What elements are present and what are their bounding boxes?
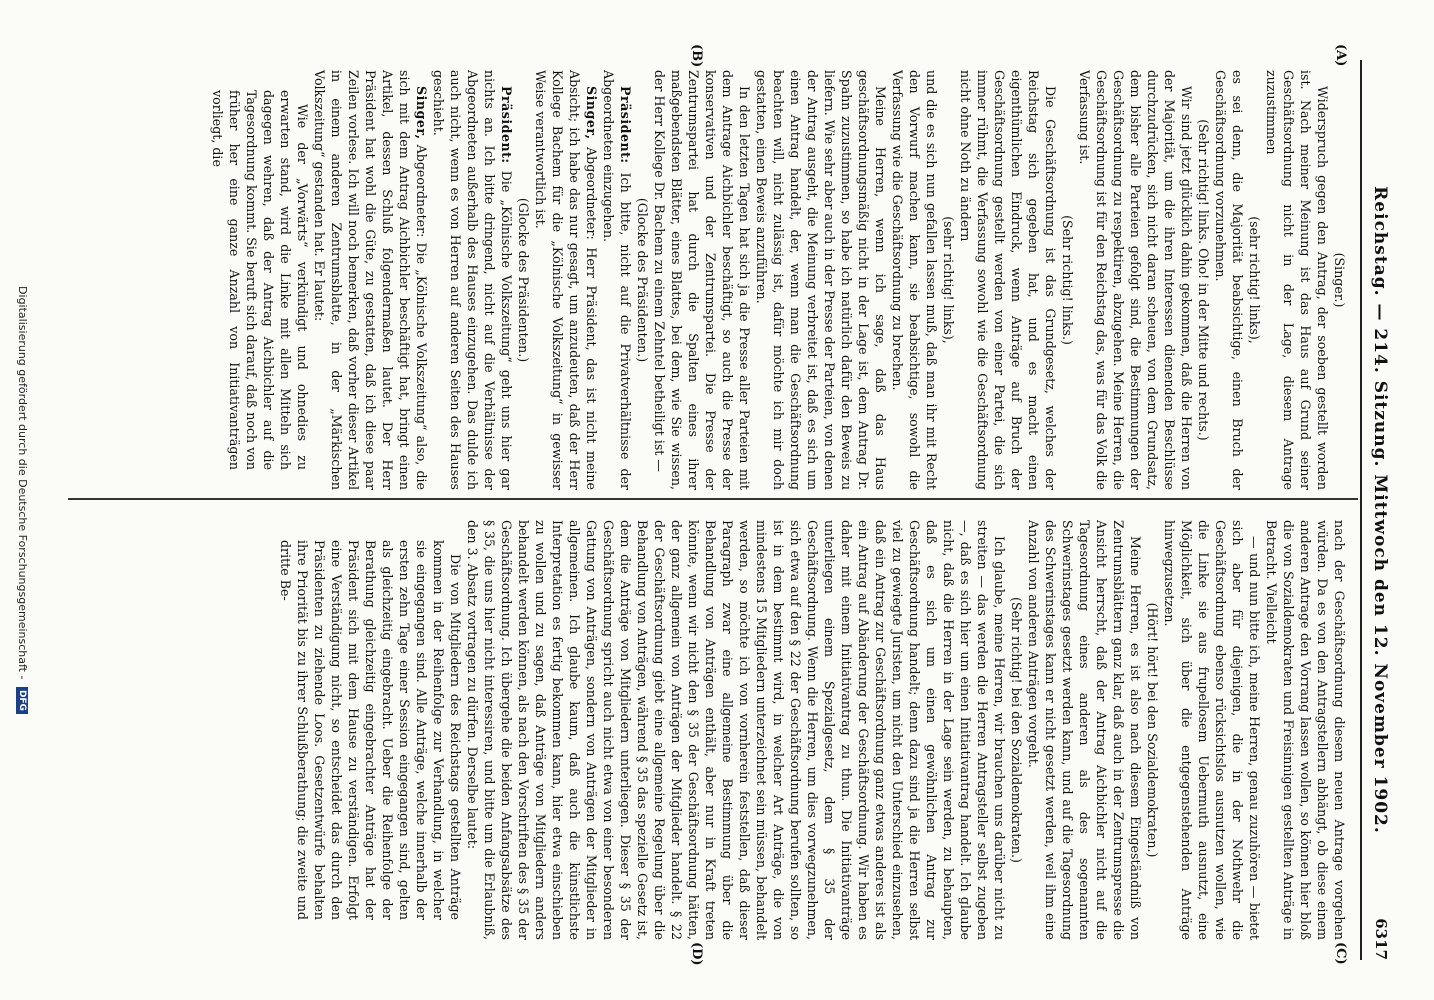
speech-text: Ich bitte, nicht auf die Privatverhältnisse der Abgeordneten einzugehen.: [601, 70, 633, 490]
page-number: 6317: [1372, 918, 1390, 960]
dfg-logo: DFG: [16, 687, 28, 714]
paragraph: und die es sich nun gefallen lassen muß, daß man ihr mit Recht den Vorwurf machen kann, sie beabsichtige, sowohl die Verfassung wie die Geschäftsordnung zu brechen.: [890, 70, 939, 490]
quotation: Wie der „Vorwärts“ verkündigt und ohnedies zu erwarten stand, wird die Linke mit allen Mitteln sich dagegen wehren, daß der Antrag Aichbichler auf die Tagesordnung kommt. Sie beruft sich darauf, daß noch von früher her eine ganze Anzahl von Initiativanträgen vorliegt, die: [210, 90, 310, 470]
interjection: (Sehr richtig! links. Oho! in der Mitte und rechts.): [1196, 119, 1211, 441]
interjection: (Sehr richtig! bei den Sozialdemokraten.): [1009, 597, 1024, 863]
margin-marker-c: (C): [1333, 942, 1348, 965]
speaker-continuation: (Singer.): [1332, 252, 1347, 308]
margin-marker-a: (A): [1333, 44, 1348, 67]
footer-text: Digitalisierung gefördert durch die Deutsche Forschungsgemeinschaft -: [16, 286, 29, 680]
digitization-footer: [16, 0, 29, 1000]
interjection: (Glocke des Präsidenten.): [635, 197, 650, 363]
paragraph: Ich glaube, meine Herren, wir brauchen uns darüber nicht zu streiten — das werden die Herren Antragsteller selbst zugeben —, daß es sich hier um einen Initiativantrag handelt. Ich glaube nicht, daß die Herren in der Lage sein werden, zu behaupten, daß es sich um einen gewöhnlichen Antrag zur Geschäftsordnung handelt; denn dazu sind ja die Herren selbst viel zu gewiegte Juristen, um nicht den Unterschied einzusehen, daß ein Antrag zur Geschäftsordnung ganz etwas anderes ist als ein Antrag auf Abänderung der Geschäftsordnung. Wir haben es daher mit einem Initiativantrag zu thun. Die Initiativanträge unterliegen einem Spezialgesetz, dem § 35 der Geschäftsordnung. Wenn die Herren, um dies vorwegzunehmen, sich etwa auf den § 22 der Geschäftsordnung berufen sollten, so ist in dem bestimmt wird, in welcher Art Anträge, die von mindestens 15 Mitgliedern unterzeichnet sein müssen, behandelt werden, so möchte ich von vornherein feststellen, daß dieser Paragraph zwar eine allgemeine Bestimmung über die Behandlung von Anträgen enthält, aber nur in Kraft treten könnte, wenn wir nicht den § 35 der Geschäftsordnung hätten, der ganz allgemein von Anträgen der Mitglieder handelt. § 22 der Geschäftsordnung giebt eine allgemeine Regelung über die Behandlung von Anträgen, während § 35 das spezielle Gesetz ist, dem die Anträge von Mitgliedern unterliegen. Dieser § 35 der Geschäftsordnung spricht auch nicht etwa von einer besonderen Gattung von Anträgen, sondern von Anträgen der Mitglieder in allgemeinen. Ich glaube kaum, daß auch die künstlichste Interpretation es fertig bekommen kann, hier etwa einschieben zu wollen und zu sagen, daß Anträge von Mitgliedern anders behandelt werden können, als nach den Vorschriften des § 35 der Geschäftsordnung. Ich übergehe die beiden Anfangsabsätze des § 35, die uns hier nicht interessiren, und bitte um die Erlaubniß, den 3. Absatz vortragen zu dürfen. Derselbe lautet:: [465, 520, 1007, 940]
speech-text: Die „Kölnische Volkszeitung“ geht uns hier gar nichts an. Ich bitte dringend, nicht auf die Verhältnisse der Abgeordneten außerhalb des Hauses einzugehen. Das dulde ich auch nicht, wenn es von Herren auf anderen Seiten des Hauses geschieht.: [431, 70, 514, 490]
margin-marker-d: (D): [689, 942, 704, 966]
interjection: (Glocke des Präsidenten.): [516, 197, 531, 363]
paragraph: Widerspruch gegen den Antrag, der soeben gestellt worden ist. Nach meiner Meinung ist das Haus auf Grund seiner Geschäftsordnung nicht in der Lage, diesem Antrage zuzustimmen: [1264, 70, 1330, 490]
speaker-name: Präsident:: [499, 86, 514, 164]
speaker-name: Singer,: [584, 86, 599, 140]
speaker-name: Singer,: [414, 86, 429, 140]
quotation: Die von Mitgliedern des Reichstags gestellten Anträge kommen in der Reihenfolge zur Verhandlung, in welcher sie eingegangen sind. Alle Anträge, welche innerhalb der ersten zehn Tage einer Session eingegangen sind, gelten als gleichzeitig eingebracht. Ueber die Reihenfolge der Berathung gleichzeitig eingebrachter Anträge hat der Präsident sich mit dem Hause zu verständigen. Erfolgt eine Verständigung nicht, so entscheidet das durch den Präsidenten zu ziehende Loos. Gesetzentwürfe behalten ihre Priorität bis zu ihrer Schlußberathung; die zweite und dritte Be-: [278, 540, 463, 920]
paragraph: Meine Herren, es ist also nach diesem Eingeständniß von Zentrumsblättern ganz klar, daß auch in der Zentrumspresse die Ansicht herrscht, daß der Antrag Aichbichler nicht auf die Tagesordnung eines anderen als des sogenannten Schwerinstages gesetzt werden kann, und auf die Tagesordnung des Schwerinstages kann er nicht gesetzt werden, weil ihm eine Anzahl von anderen Anträgen vorgeht.: [1026, 520, 1143, 940]
interjection: (Hört! hört! bei den Sozialdemokraten.): [1145, 602, 1160, 858]
speech-text: Abgeordneter: Herr Präsident, das ist nicht meine Absicht; ich habe das nur gesagt, um anzudeuten, daß der Herr Kollege Bachem für die „Kölnische Volkszeitung“ in gewisser Weise verantwortlich ist.: [533, 70, 599, 490]
paragraph: — und nun bitte ich, meine Herren, genau zuzuhören — bietet sich aber für diejenigen, die in der Nothwehr die Geschäftsordnung ebenso rücksichtslos ausnutzen wollen, wie die Linke sie aus frupellosem Uebermuth ausnutzt, eine Möglichkeit, sich über die entgegenstehenden Anträge hinwegzusetzen.: [1162, 520, 1262, 940]
right-column: [68, 520, 1348, 940]
interjection: (Sehr richtig! links.): [1060, 215, 1075, 345]
speech-text: Abgeordneter: Die „Kölnische Volkszeitung“ also, die sich mit dem Antrag Aichbichler beschäftigt hat, bringt einen Artikel, dessen Schluß folgendermaßen lautet. Der Herr Präsident hat wohl die Güte, zu gestatten, daß ich diese paar Zeilen vorlese. Ich will noch bemerken, daß vorher dieser Artikel in einem anderen Zentrumsblatte, in der „Märkischen Volkszeitung“ gestanden hat. Er lautet:: [312, 70, 429, 490]
column-divider: [68, 498, 1358, 500]
paragraph: [430, 70, 515, 490]
paragraph: [532, 70, 600, 490]
paragraph: Die Geschäftsordnung ist das Grundgesetz, welches der Reichstag sich gegeben hat, und es macht einen eigenthümlichen Eindruck, wenn Anträge auf Bruch der Geschäftsordnung gestellt werden von einer Partei, die sich immer rühmt, die Verfassung sowohl wie die Geschäftsordnung nicht ohne Noth zu ändern: [958, 70, 1058, 490]
header-rule: [1360, 60, 1362, 960]
interjection: (sehr richtig! links),: [941, 216, 956, 344]
page-header: [1360, 60, 1390, 960]
margin-marker-b: (B): [689, 44, 704, 68]
left-column: [68, 70, 1348, 490]
paragraph: es sei denn, die Majorität beabsichtige, einen Bruch der Geschäftsordnung vorzunehmen.: [1213, 70, 1245, 490]
page-title: Reichstag. — 214. Sitzung. Mittwoch den 12. November 1902.: [1370, 186, 1390, 834]
paragraph: Wir sind jetzt glücklich dahin gekommen, daß die Herren von der Majorität, um die ihren Interessen dienenden Beschlüsse durchzudrücken, sich nicht daran scheuen, von dem Grundsatz, dem bisher alle Parteien gefolgt sind, die Bestimmungen der Geschäftsordnung zu respektiren, abzugehen. Meine Herren, die Geschäftsordnung ist für den Reichstag das, was für das Volk die Verfassung ist.: [1077, 70, 1194, 490]
paragraph: Meine Herren, wenn ich sage, daß das Haus geschäftsordnungsmäßig nicht in der Lage ist, dem Antrag Dr. Spahn zuzustimmen, so habe ich natürlich dafür den Beweis zu liefern. Wie sehr aber auch in der Presse der Parteien, von denen der Antrag ausgeht, die Meinung verbreitet ist, daß es sich um einen Antrag handelt, der, wenn man die Geschäftsordnung beachten will, nicht zulässig ist, dafür möchte ich mir doch gestatten, einen Beweis anzuführen.: [754, 70, 888, 490]
paragraph: [311, 70, 430, 490]
interjection: (sehr richtig! links),: [1247, 216, 1262, 344]
paragraph: nach der Geschäftsordnung diesem neuen Antrage vorgehen würden. Da es von den Antragstellern abhängt, ob diese einem anderen Antrage den Vorrang lassen wollen, so können hier bloß die von Sozialdemokraten und Freisinnigen gestellten Anträge in Betracht. Vielleicht: [1264, 520, 1347, 940]
speaker-name: Präsident:: [618, 86, 633, 164]
paragraph: [600, 70, 634, 490]
paragraph: In den letzten Tagen hat sich ja die Presse aller Parteien mit dem Antrage Aichbichler beschäftigt, so auch die Presse der konservativen und der Zentrumspartei. Die Presse der Zentrumspartei hat durch die Spalten eines ihrer maßgebendsten Blätter, eines Blattes, bei dem, wie Sie wissen, der Herr Kollege Dr. Bachem zu einem Zehntel betheiligt ist —: [652, 70, 752, 490]
